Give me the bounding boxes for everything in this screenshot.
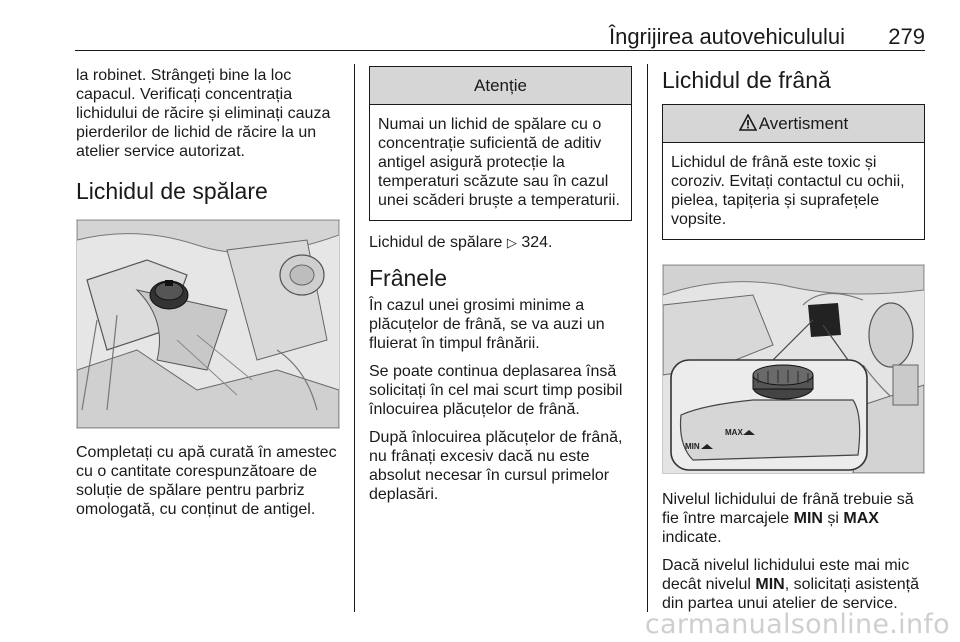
washer-reservoir-figure — [76, 219, 340, 429]
text-fragment: , solicitați asistență din partea unui atelier de service. — [662, 576, 920, 612]
warning-title: Avertisment — [758, 114, 849, 133]
washer-reservoir-illustration — [77, 220, 339, 428]
page-reference-icon: ▷ — [506, 235, 517, 250]
column-2 — [369, 66, 632, 513]
intro-paragraph: la robinet. Strângeți bine la loc capacul. Verificați concentrația lichidului de răcire și eliminați cauza pierderilor de lichid de răcire la un atelier service autorizat. — [76, 67, 331, 160]
reference-text: Lichidul de spălare — [369, 234, 503, 251]
text-fragment: Nivelul lichidului de frână trebuie să fie între marcajele — [662, 491, 914, 527]
washer-reference — [369, 233, 632, 252]
header-title: Îngrijirea autovehiculului — [608, 24, 845, 49]
min-mark-label: MIN — [685, 442, 700, 451]
text-fragment: și — [827, 510, 839, 527]
brakes-paragraph: Se poate continua deplasarea însă solicitați în cel mai scurt timp posibil înlocuirea plăcuțelor de frână. — [369, 363, 623, 418]
column-3 — [662, 66, 925, 622]
brakes-paragraph: După înlocuirea plăcuțelor de frână, nu frânați excesiv dacă nu este absolut necesar în cursul primelor deplasări. — [369, 429, 623, 503]
warning-triangle-icon — [739, 114, 757, 131]
watermark: carmanualsonline.info — [644, 609, 950, 640]
column-divider-2 — [647, 64, 648, 612]
brakes-paragraph: În cazul unei grosimi minime a plăcuțelor de frână, se va auzi un fluierat în timpul frânării. — [369, 297, 605, 352]
brake-fluid-heading: Lichidul de frână — [662, 67, 831, 93]
warning-box — [662, 104, 925, 240]
brake-reservoir-illustration — [663, 265, 924, 473]
warning-header — [663, 105, 924, 143]
min-mark: MIN — [793, 510, 823, 527]
warning-body: Lichidul de frână este toxic și coroziv. Evitați contactul cu ochii, pielea, tapițeria și suprafețele vopsite. — [671, 154, 905, 228]
header-rule — [75, 50, 925, 51]
max-mark: MAX — [843, 510, 879, 527]
reference-page: 324. — [521, 234, 553, 251]
column-divider-1 — [354, 64, 355, 612]
brakes-heading: Frânele — [369, 265, 447, 291]
text-fragment: Dacă nivelul lichidului este mai mic decât nivelul — [662, 557, 910, 593]
low-level-paragraph — [662, 556, 925, 613]
page-header — [75, 0, 925, 52]
column-1 — [76, 66, 342, 528]
min-mark: MIN — [755, 576, 785, 593]
brake-reservoir-figure — [662, 264, 925, 474]
attention-box — [369, 66, 632, 221]
text-fragment: indicate. — [662, 529, 722, 546]
attention-title: Atenție — [370, 67, 631, 105]
brake-level-paragraph — [662, 490, 925, 547]
attention-body: Numai un lichid de spălare cu o concentrație suficientă de aditiv antigel asigură protecție la temperaturi scăzute sau în cazul unei scăderi bruște a temperaturii. — [378, 116, 620, 209]
washer-fluid-heading: Lichidul de spălare — [76, 178, 268, 204]
page-number: 279 — [888, 24, 925, 49]
max-mark-label: MAX — [725, 428, 743, 437]
washer-fluid-text: Completați cu apă curată în amestec cu o cantitate corespunzătoare de soluție de spălare pentru parbriz omologată, cu conținut de antigel. — [76, 444, 337, 518]
